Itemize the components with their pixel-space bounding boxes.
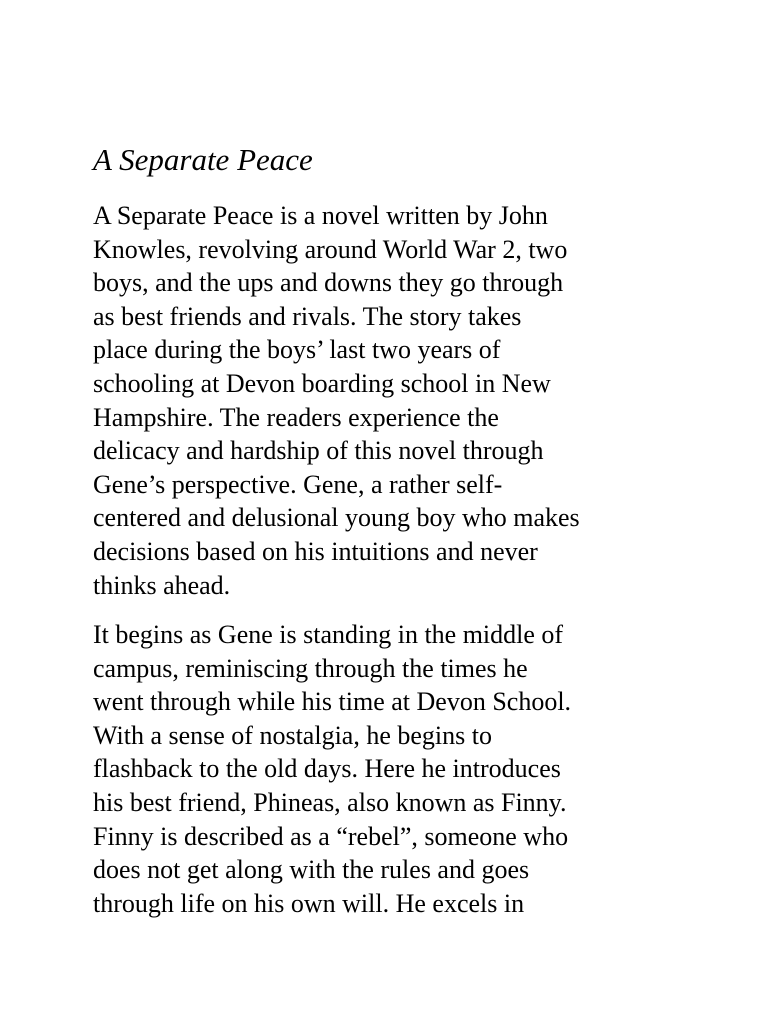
document-title: A Separate Peace: [93, 142, 313, 177]
text-line: decisions based on his intuitions and never: [93, 536, 538, 566]
text-line: Knowles, revolving around World War 2, two: [93, 234, 568, 264]
text-line: A Separate Peace is a novel written by John: [93, 201, 548, 230]
paragraph-summary: [93, 618, 571, 920]
text-line: thinks ahead.: [93, 570, 231, 600]
text-line: delicacy and hardship of this novel through: [93, 436, 544, 466]
text-line: schooling at Devon boarding school in New: [93, 368, 551, 398]
text-line: as best friends and rivals. The story takes: [93, 301, 522, 331]
text-line: went through while his time at Devon School.: [93, 687, 572, 717]
text-line: through life on his own will. He excels in: [93, 888, 525, 918]
text-line: flashback to the old days. Here he introduces: [93, 754, 561, 784]
paragraph-intro: [93, 199, 580, 602]
text-line: It begins as Gene is standing in the middle of: [93, 620, 564, 649]
text-line: boys, and the ups and downs they go through: [93, 268, 564, 298]
text-line: Gene’s perspective. Gene, a rather self-: [93, 469, 503, 499]
text-line: Finny is described as a “rebel”, someone who: [93, 821, 569, 851]
text-line: place during the boys’ last two years of: [93, 335, 501, 365]
text-line: his best friend, Phineas, also known as Finny.: [93, 787, 567, 817]
text-line: Hampshire. The readers experience the: [93, 402, 499, 432]
text-line: campus, reminiscing through the times he: [93, 653, 528, 683]
text-line: With a sense of nostalgia, he begins to: [93, 720, 492, 750]
text-line: centered and delusional young boy who makes: [93, 503, 580, 533]
text-line: does not get along with the rules and goes: [93, 855, 530, 885]
